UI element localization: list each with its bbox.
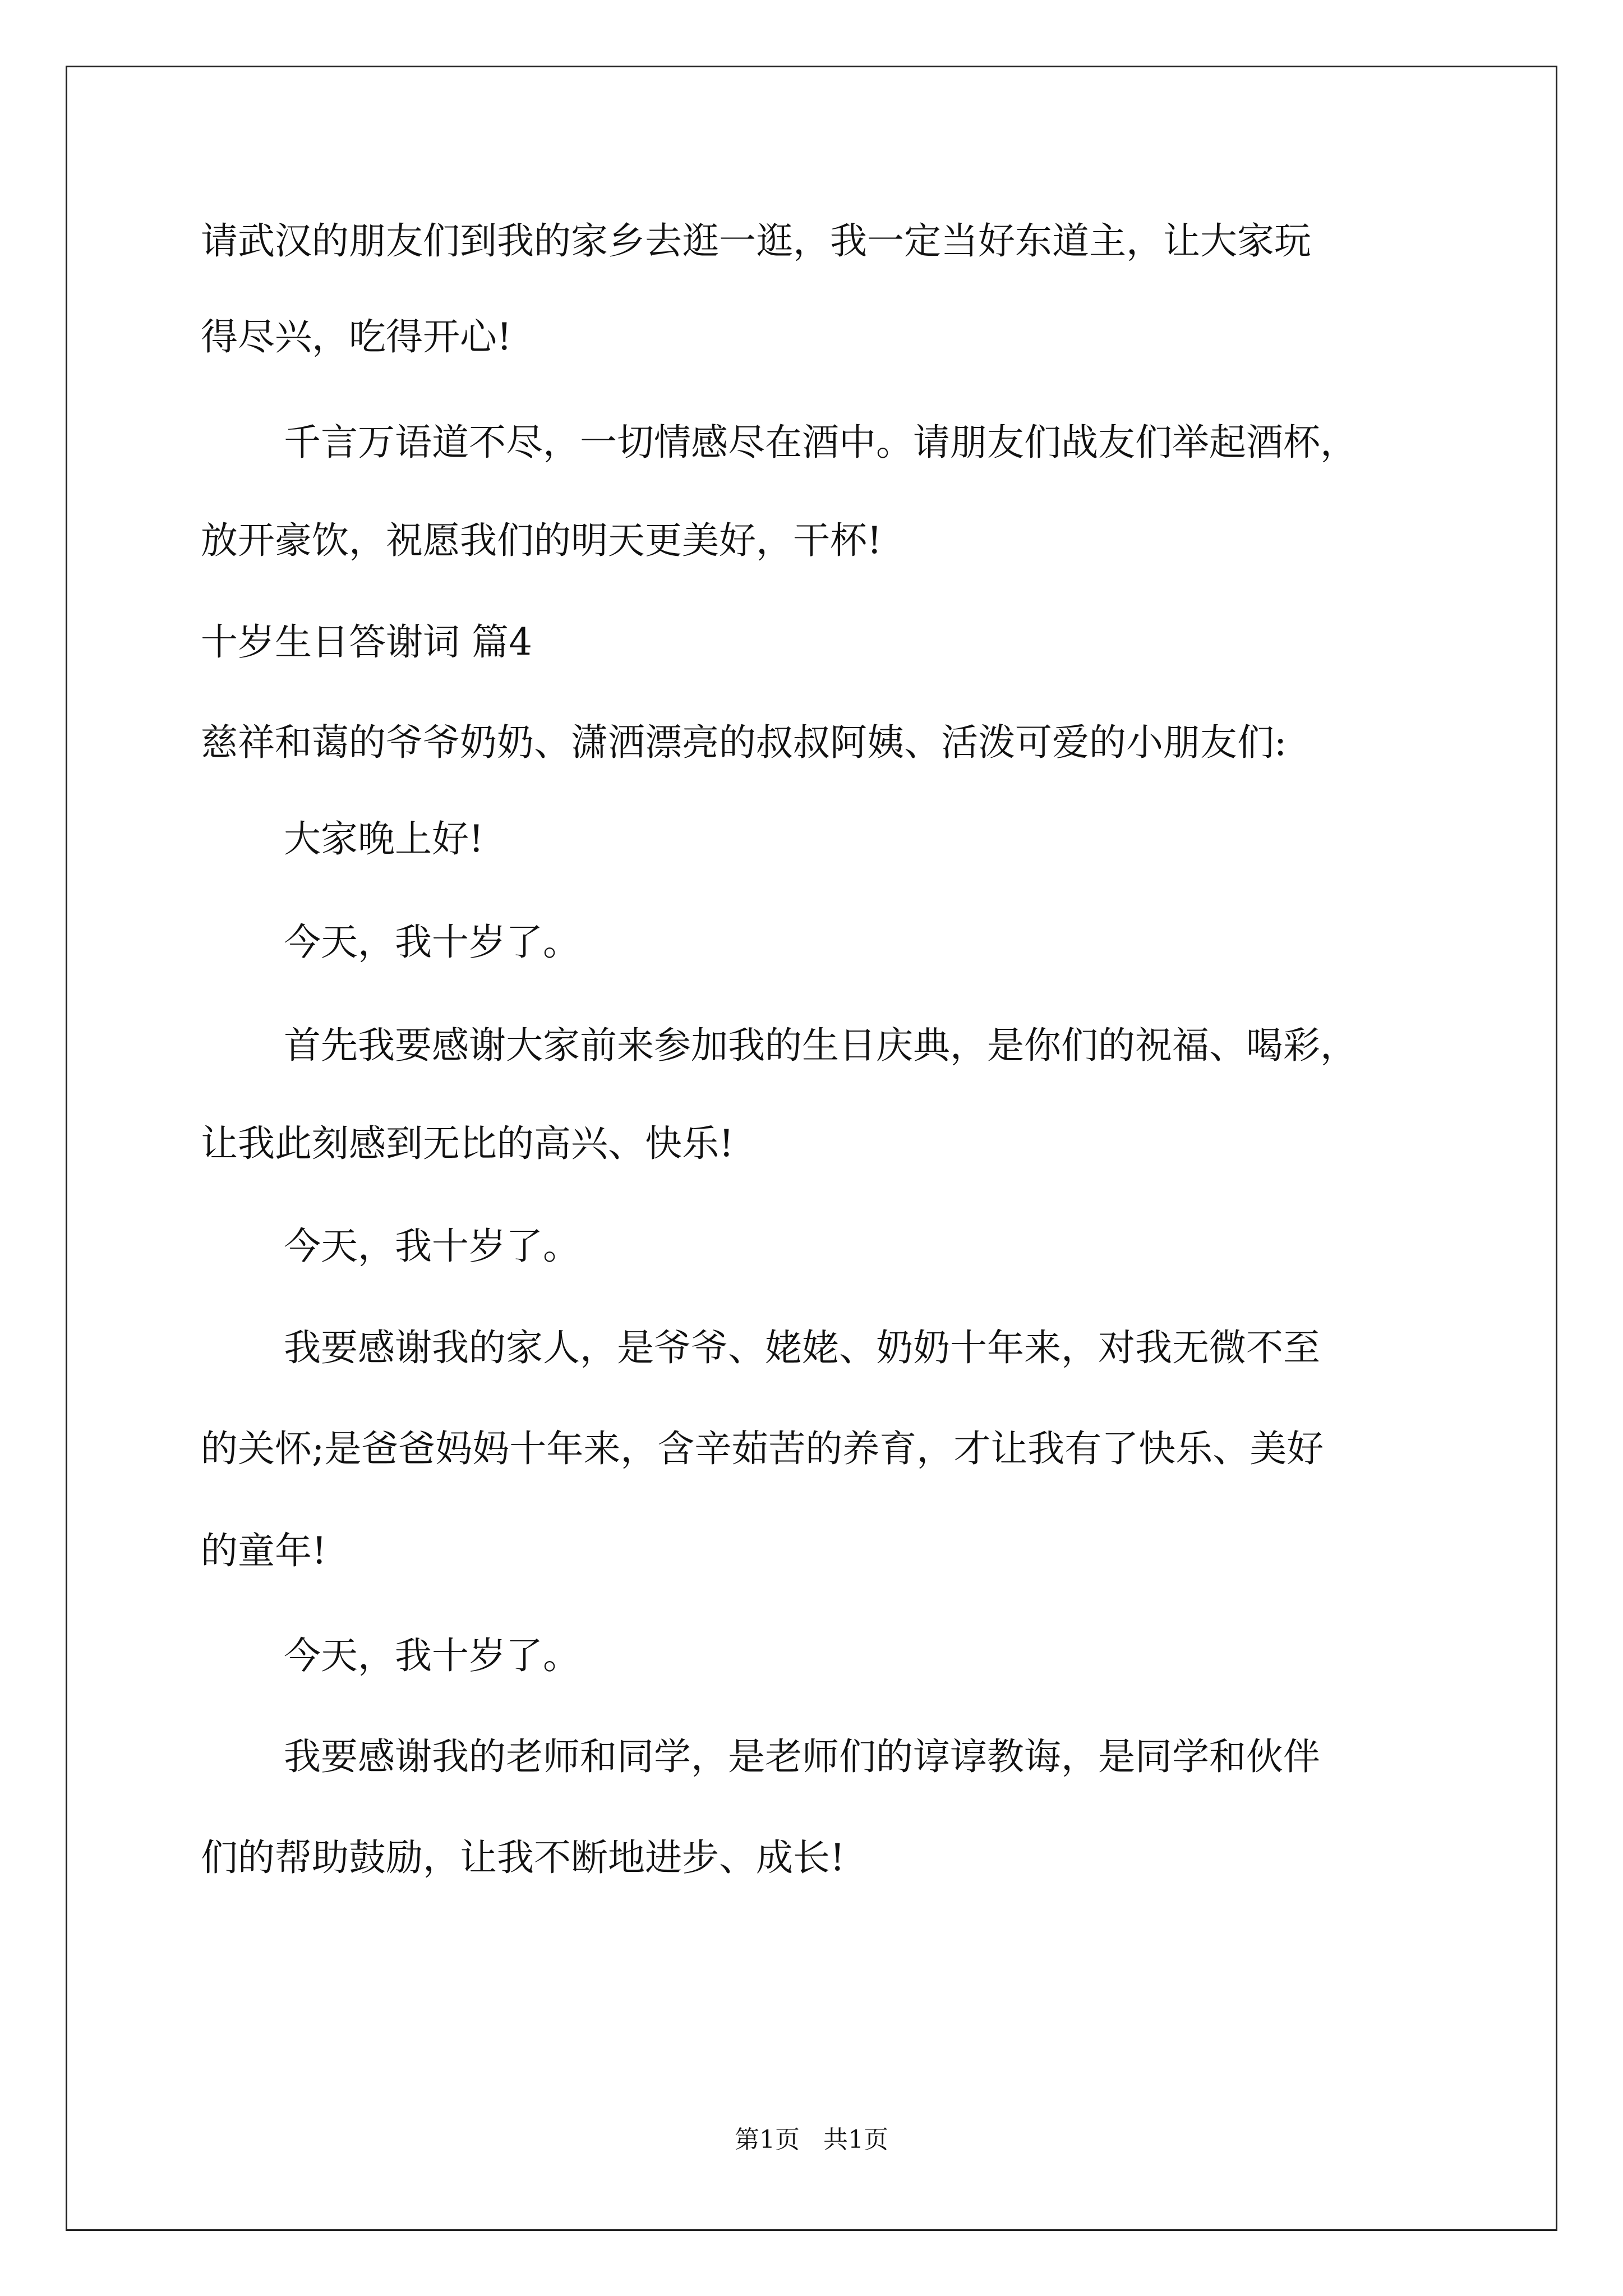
text-line: 让我此刻感到无比的高兴、快乐! [201,1122,734,1165]
text-line: 今天，我十岁了。 [284,921,580,964]
text-line: 我要感谢我的家人，是爷爷、姥姥、奶奶十年来，对我无微不至 [284,1326,1320,1369]
text-line: 千言万语道不尽，一切情感尽在酒中。请朋友们战友们举起酒杯， [284,421,1357,464]
text-line: 今天，我十岁了。 [284,1634,580,1677]
text-line: 的关怀;是爸爸妈妈十年来，含辛茹苦的养育，才让我有了快乐、美好 [201,1427,1324,1470]
text-line: 我要感谢我的老师和同学，是老师们的谆谆教诲，是同学和伙伴 [284,1735,1320,1778]
text-line: 们的帮助鼓励，让我不断地进步、成长! [201,1836,845,1879]
page-footer [0,2126,1623,2154]
text-line: 大家晚上好! [284,817,484,861]
page-number-total: 共1页 [823,2125,888,2154]
text-line: 的童年! [201,1529,327,1572]
text-line: 首先我要感谢大家前来参加我的生日庆典，是你们的祝福、喝彩， [284,1024,1357,1067]
text-line: 放开豪饮，祝愿我们的明天更美好，干杯! [201,519,882,562]
text-line: 今天，我十岁了。 [284,1225,580,1268]
text-line: 请武汉的朋友们到我的家乡去逛一逛，我一定当好东道主，让大家玩 [201,219,1311,263]
text-line: 慈祥和蔼的爷爷奶奶、潇洒漂亮的叔叔阿姨、活泼可爱的小朋友们: [201,721,1287,764]
page-number-current: 第1页 [735,2125,800,2154]
text-line: 得尽兴，吃得开心! [201,315,512,358]
section-heading: 十岁生日答谢词 篇4 [201,620,532,664]
